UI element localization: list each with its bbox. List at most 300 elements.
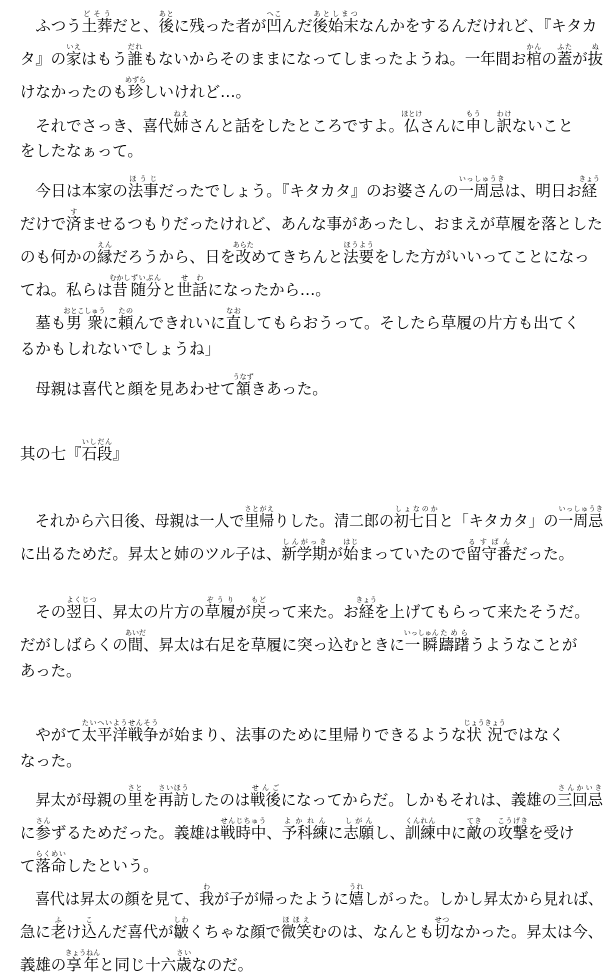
text-run: になってからだ。しかもそれは、義雄の: [280, 791, 557, 809]
text-line: [20, 719, 564, 744]
text-line: [20, 784, 603, 809]
text-run: って来た。お: [266, 603, 359, 621]
furigana: えん: [96, 241, 113, 249]
furigana: あとしまつ: [312, 10, 359, 18]
ruby-base: 帰: [259, 512, 275, 530]
text-run: に残った者が: [173, 17, 267, 35]
text-run: まっていたので: [358, 545, 467, 563]
text-run: 、昇太の片方の: [96, 603, 205, 621]
text-run: をしたなぁって。: [20, 142, 143, 160]
furigana: おとこしゅう: [63, 307, 106, 315]
furigana: なお: [225, 307, 242, 315]
ruby-base: 敵: [466, 824, 482, 842]
ruby-word: [343, 817, 375, 842]
text-run: なった。: [20, 752, 82, 770]
furigana: さん: [35, 817, 51, 825]
furigana: しがん: [343, 817, 375, 825]
furigana: わ: [199, 883, 215, 891]
text-run: ではなく: [502, 726, 565, 744]
text-run: ませるつもりだったけれど、あんな事があったし、おまえが草履を落とした: [81, 215, 603, 233]
text-line: [20, 538, 574, 563]
furigana: いっしゅうき: [458, 175, 505, 183]
text-run: のも何かの: [20, 248, 97, 266]
ruby-base: 改: [232, 248, 254, 266]
text-run: け: [66, 923, 82, 941]
furigana: きょう: [355, 596, 377, 604]
ruby-base: 再訪: [158, 791, 189, 809]
ruby-base: 棺: [526, 50, 542, 68]
ruby-base: 新学期: [281, 545, 328, 563]
text-run: めてきちんと: [250, 248, 344, 266]
text-run: だった。: [512, 545, 574, 563]
ruby-base: 太平洋戦争: [81, 726, 159, 744]
text-run: くちゃな顔で: [188, 923, 281, 941]
text-run: りした。清二郎の: [274, 512, 394, 530]
text-run: ないこと: [511, 117, 574, 135]
ruby-word: [496, 110, 512, 135]
furigana: よかれん: [281, 817, 328, 825]
furigana: むかし: [109, 274, 131, 282]
text-run: それから六日後、母親は一人で: [20, 512, 245, 530]
ruby-base: 戻: [250, 603, 267, 621]
furigana: あらた: [232, 241, 254, 249]
ruby-word: [348, 883, 364, 908]
text-run: てね。私らは: [20, 281, 113, 299]
text-line: [20, 662, 81, 680]
text-line: [20, 752, 82, 770]
text-line: [20, 274, 331, 299]
text-run: に: [327, 824, 344, 842]
furigana: ねえ: [173, 110, 189, 118]
text-run: それでさっき、喜代: [20, 117, 174, 135]
ruby-word: [458, 175, 505, 200]
ruby-base: 嬉: [348, 890, 364, 908]
text-line: [20, 916, 603, 941]
text-run: なんかをするんだけれど、『キタカ: [358, 17, 598, 35]
furigana: いっしゅん: [403, 629, 439, 637]
text-run: だがしばらくの: [20, 636, 128, 654]
furigana: さい: [176, 949, 192, 957]
text-run: やがて: [20, 726, 82, 744]
furigana: せわ: [176, 274, 208, 282]
text-run: なかった。昇太は今、: [449, 923, 604, 941]
text-line: [20, 175, 600, 200]
ruby-base: 随分: [130, 281, 162, 299]
text-run: に: [20, 824, 36, 842]
text-run: し: [481, 117, 497, 135]
text-run: が: [327, 545, 343, 563]
ruby-word: [96, 241, 113, 266]
ruby-word: [158, 784, 189, 809]
ruby-word: [280, 916, 312, 941]
text-run: が: [572, 50, 588, 68]
ruby-word: [158, 10, 174, 35]
text-run: 喜代は昇太の顔を見て、: [20, 890, 200, 908]
furigana: あいだ: [124, 629, 146, 637]
furigana: ほとけ: [401, 110, 423, 118]
furigana: きょう: [578, 175, 600, 183]
ruby-word: [81, 719, 159, 744]
ruby-word: [81, 10, 113, 35]
text-run: してもらおうって。そしたら草履の片方も出てく: [241, 314, 580, 332]
ruby-word: [466, 538, 513, 563]
furigana: しんがっき: [281, 538, 328, 546]
text-run: タ』の: [20, 50, 67, 68]
furigana: へこ: [266, 10, 282, 18]
text-line: [20, 241, 590, 266]
ruby-word: [463, 719, 506, 744]
ruby-base: 初七日: [393, 512, 439, 530]
text-run: だと、: [112, 17, 159, 35]
text-run: けなかったのも: [20, 83, 128, 101]
furigana: ほうじ: [127, 175, 159, 183]
text-run: しいけれど…。: [143, 83, 251, 101]
ruby-word: [65, 949, 101, 974]
text-run: 母親は喜代と顔を見あわせて: [20, 380, 236, 398]
text-run: んだ喜代が: [96, 923, 174, 941]
ruby-word: [250, 596, 267, 621]
ruby-base: 世話: [176, 281, 208, 299]
text-run: て: [20, 857, 36, 875]
text-run: を: [142, 791, 159, 809]
ruby-word: [124, 76, 146, 101]
furigana: いえ: [66, 43, 82, 51]
ruby-word: [124, 629, 146, 654]
furigana: ふた: [556, 43, 573, 51]
ruby-base: 訳: [496, 117, 512, 135]
ruby-word: [173, 110, 189, 135]
text-run: その: [20, 603, 67, 621]
ruby-base: 里: [244, 512, 260, 530]
ruby-word: [466, 817, 482, 842]
ruby-word: [401, 110, 423, 135]
text-run: をした方がいいってことになっ: [374, 248, 590, 266]
furigana: かん: [526, 43, 542, 51]
text-run: が子が帰ったように: [214, 890, 349, 908]
text-line: [20, 142, 143, 160]
ruby-word: [63, 307, 106, 332]
ruby-base: 一瞬: [403, 636, 439, 654]
furigana: こうげき: [497, 817, 529, 825]
furigana: す: [66, 208, 82, 216]
text-run: になったから…。: [207, 281, 331, 299]
ruby-word: [81, 916, 97, 941]
ruby-base: 男衆: [63, 314, 106, 332]
ruby-word: [130, 274, 162, 299]
furigana: るすばん: [466, 538, 513, 546]
text-run: に: [102, 314, 118, 332]
ruby-word: [127, 43, 143, 68]
text-run: を受け: [528, 824, 575, 842]
ruby-word: [220, 817, 267, 842]
ruby-base: 済: [66, 215, 82, 233]
ruby-base: 戦後: [250, 791, 281, 809]
text-line: [20, 10, 597, 35]
ruby-base: 家: [66, 50, 82, 68]
text-run: んできれいに: [133, 314, 226, 332]
ruby-base: 切: [434, 923, 450, 941]
ruby-base: 凹: [266, 17, 282, 35]
furigana: いっしゅうき: [558, 505, 604, 513]
ruby-base: 微笑: [280, 923, 312, 941]
ruby-word: [342, 538, 359, 563]
ruby-word: [497, 817, 529, 842]
ruby-word: [81, 438, 113, 463]
furigana: がえ: [259, 505, 275, 513]
ruby-base: 姉: [173, 117, 189, 135]
furigana: うれ: [348, 883, 364, 891]
ruby-base: 攻撃: [497, 824, 529, 842]
text-run: あった。: [20, 662, 82, 680]
ruby-word: [199, 883, 215, 908]
ruby-base: 仏: [401, 117, 423, 135]
ruby-word: [176, 949, 192, 974]
text-run: もないからそのままになってしまったようね。一年間お: [142, 50, 527, 68]
ruby-word: [66, 208, 82, 233]
text-line: [20, 340, 220, 358]
ruby-base: 経: [355, 603, 377, 621]
furigana: たいへいようせんそう: [81, 719, 159, 727]
ruby-base: 頼: [118, 314, 134, 332]
text-run: ふつう: [20, 17, 82, 35]
ruby-base: 状況: [463, 726, 506, 744]
ruby-word: [250, 784, 281, 809]
text-line: [20, 43, 603, 68]
ruby-word: [281, 817, 328, 842]
text-line: [20, 850, 159, 875]
furigana: ほうよう: [343, 241, 375, 249]
ruby-base: 訓練: [404, 824, 436, 842]
ruby-word: [393, 505, 439, 530]
text-line: [20, 883, 603, 908]
ruby-word: [225, 307, 242, 332]
furigana: どそう: [81, 10, 113, 18]
ruby-word: [587, 43, 603, 68]
furigana: めずら: [124, 76, 146, 84]
furigana: さんかいき: [556, 784, 603, 792]
text-run: 墓も: [20, 314, 67, 332]
ruby-base: 草履: [204, 603, 236, 621]
furigana: わけ: [496, 110, 512, 118]
furigana: うなず: [232, 373, 254, 381]
text-run: し、: [374, 824, 405, 842]
section-heading: [20, 438, 128, 463]
ruby-base: 躊躇: [438, 636, 470, 654]
ruby-base: 始: [342, 545, 359, 563]
text-run: しがった。しかし昇太から見れば、: [363, 890, 603, 908]
text-line: [20, 76, 251, 101]
furigana: たの: [118, 307, 134, 315]
furigana: ぬ: [587, 43, 603, 51]
ruby-base: 抜: [587, 50, 603, 68]
text-run: が始まり、法事のために里帰りできるような: [158, 726, 467, 744]
ruby-base: 予科練: [281, 824, 328, 842]
text-run: なのだ。: [191, 956, 254, 974]
ruby-base: 志願: [343, 824, 375, 842]
ruby-base: 珍: [124, 83, 146, 101]
ruby-word: [232, 241, 254, 266]
text-run: を上げてもらって来たそうだ。: [374, 603, 590, 621]
furigana: ほほえ: [280, 916, 312, 924]
ruby-base: 落命: [35, 857, 67, 875]
text-run: 、: [266, 824, 282, 842]
furigana: さいほう: [158, 784, 189, 792]
ruby-word: [66, 43, 82, 68]
text-run: は、明日お: [504, 182, 582, 200]
text-line: [20, 307, 579, 332]
text-run: さんと話をしたところですよ。: [188, 117, 405, 135]
furigana: しわ: [173, 916, 189, 924]
furigana: ためら: [438, 629, 470, 637]
ruby-word: [35, 817, 51, 842]
text-run: と「キタカタ」の: [438, 512, 559, 530]
furigana: もう: [465, 110, 482, 118]
text-run: の: [541, 50, 557, 68]
ruby-base: 法事: [127, 182, 159, 200]
ruby-word: [266, 10, 282, 35]
ruby-base: 昔: [109, 281, 131, 299]
text-run: 義雄の: [20, 956, 67, 974]
ruby-base: 込: [81, 923, 97, 941]
furigana: しょなのか: [393, 505, 439, 513]
ruby-base: 誰: [127, 50, 143, 68]
furigana: いしだん: [81, 438, 113, 446]
ruby-base: 歳: [176, 956, 192, 974]
text-line: [20, 505, 603, 530]
ruby-base: 後: [158, 17, 174, 35]
ruby-word: [204, 596, 236, 621]
text-run: るかもしれないでしょうね」: [20, 340, 221, 358]
ruby-base: 間: [124, 636, 146, 654]
text-run: と同じ十六: [99, 956, 177, 974]
furigana: ずいぶん: [130, 274, 162, 282]
furigana: ふ: [50, 916, 67, 924]
ruby-word: [403, 629, 439, 654]
text-run: 中に: [435, 824, 467, 842]
text-line: [20, 208, 603, 233]
furigana: ぞうり: [204, 596, 236, 604]
text-run: と: [161, 281, 177, 299]
ruby-base: 経: [578, 182, 600, 200]
text-run: 今日は本家の: [20, 182, 128, 200]
text-line: [20, 949, 253, 974]
furigana: だれ: [127, 43, 143, 51]
ruby-base: 直: [225, 314, 242, 332]
text-run: うようなことが: [469, 636, 578, 654]
text-run: むのは、なんとも: [311, 923, 435, 941]
ruby-word: [558, 505, 604, 530]
furigana: きょうねん: [65, 949, 101, 957]
ruby-word: [109, 274, 131, 299]
ruby-base: 後始末: [312, 17, 359, 35]
furigana: せんじちゅう: [220, 817, 267, 825]
text-run: 、昇太は右足を草履に突っ込むときに: [143, 636, 405, 654]
text-run: んだ: [281, 17, 313, 35]
text-run: だけで: [20, 215, 67, 233]
ruby-word: [438, 629, 470, 654]
ruby-base: 石段: [81, 445, 113, 463]
ruby-base: 老: [50, 923, 67, 941]
ruby-word: [118, 307, 134, 332]
text-line: [20, 110, 573, 135]
ruby-word: [556, 784, 603, 809]
ruby-word: [232, 373, 254, 398]
ruby-base: 申: [465, 117, 482, 135]
ruby-word: [50, 916, 67, 941]
ruby-base: 留守番: [466, 545, 513, 563]
ruby-word: [281, 538, 328, 563]
ruby-word: [465, 110, 482, 135]
ruby-base: 戦時中: [220, 824, 267, 842]
ruby-word: [35, 850, 67, 875]
ruby-word: [176, 274, 208, 299]
furigana: さと: [127, 784, 143, 792]
text-line: [20, 629, 577, 654]
furigana: よくじつ: [66, 596, 97, 604]
furigana: はじ: [342, 538, 359, 546]
ruby-word: [556, 43, 573, 68]
ruby-word: [66, 596, 97, 621]
ruby-base: 土葬: [81, 17, 113, 35]
ruby-word: [355, 596, 377, 621]
furigana: あと: [158, 10, 174, 18]
ruby-base: 参: [35, 824, 51, 842]
text-line: [20, 596, 590, 621]
text-run: ずるためだった。義雄は: [50, 824, 221, 842]
text-run: だろうから、日を: [112, 248, 236, 266]
ruby-word: [127, 784, 143, 809]
ruby-base: 法要: [343, 248, 375, 266]
ruby-word: [127, 175, 159, 200]
text-run: はもう: [81, 50, 128, 68]
ruby-word: [434, 916, 450, 941]
text-run: 』: [112, 445, 128, 463]
furigana: せつ: [434, 916, 450, 924]
furigana: もど: [250, 596, 267, 604]
furigana: せんご: [250, 784, 281, 792]
ruby-word: [404, 817, 436, 842]
text-run: の: [481, 824, 498, 842]
ruby-word: [259, 505, 275, 530]
text-run: したという。: [66, 857, 159, 875]
text-run: 昇太が母親の: [20, 791, 128, 809]
ruby-base: 頷: [232, 380, 254, 398]
ruby-base: 享年: [65, 956, 101, 974]
text-run: 其の七『: [20, 445, 82, 463]
text-run: きあった。: [250, 380, 328, 398]
furigana: こ: [81, 916, 97, 924]
furigana: じょうきょう: [463, 719, 506, 727]
ruby-base: 里: [127, 791, 143, 809]
text-run: に出るためだ。昇太と姉のツル子は、: [20, 545, 282, 563]
ruby-word: [343, 241, 375, 266]
ruby-base: 一周忌: [558, 512, 604, 530]
text-line: [20, 817, 574, 842]
text-run: だったでしょう。『キタカタ』のお婆さんの: [158, 182, 459, 200]
text-run: が: [235, 603, 251, 621]
ruby-word: [578, 175, 600, 200]
text-line: [20, 373, 328, 398]
text-run: したのは: [188, 791, 251, 809]
text-run: さんに: [419, 117, 466, 135]
furigana: らくめい: [35, 850, 67, 858]
ruby-word: [526, 43, 542, 68]
ruby-base: 三回忌: [556, 791, 603, 809]
ruby-word: [244, 505, 260, 530]
ruby-base: 翌日: [66, 603, 97, 621]
ruby-base: 一周忌: [458, 182, 505, 200]
furigana: さと: [244, 505, 260, 513]
